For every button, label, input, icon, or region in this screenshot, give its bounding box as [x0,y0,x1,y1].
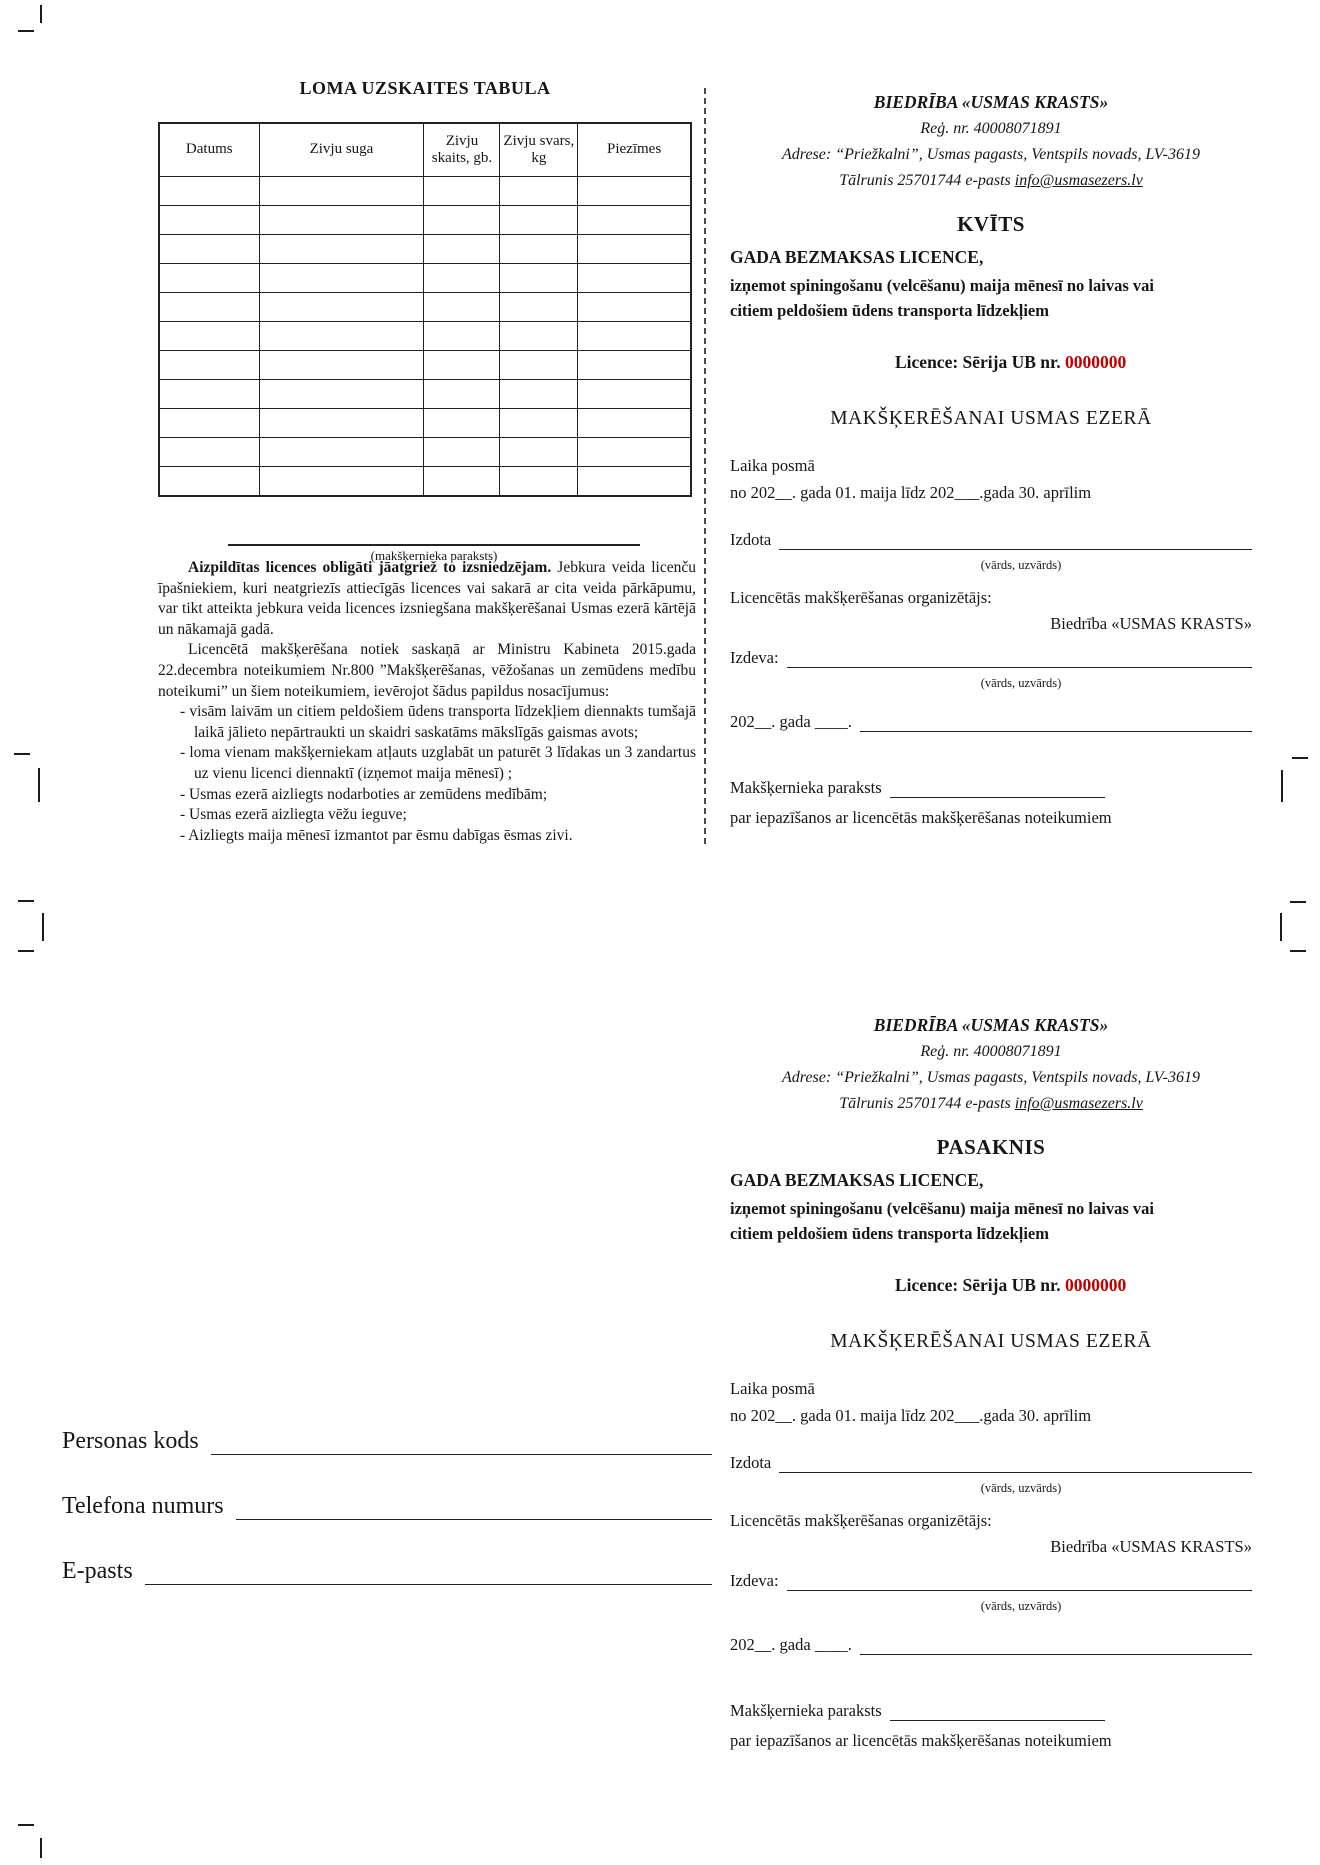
dashed-cut-line [704,88,706,844]
table-cell-empty [578,322,691,351]
crop-mark [1281,770,1283,802]
table-cell-empty [259,293,424,322]
serial-number: 0000000 [1064,1275,1127,1295]
date-row [730,712,1252,732]
issued-by-row [730,648,1252,668]
angler-signature-row [730,778,1252,798]
issued-to-blank-line [779,1456,1252,1474]
name-caption: (vārds, uzvārds) [980,676,1062,690]
period-line: no 202__. gada 01. maija līdz 202___.gada 30. aprīlim [730,483,1092,502]
crop-mark [42,913,44,941]
serial-number: 0000000 [1064,352,1127,372]
organizer-value: Biedrība «USMAS KRASTS» [1050,1537,1252,1556]
table-cell-empty [259,409,424,438]
table-row [159,177,691,206]
table-cell-empty [500,322,578,351]
table-cell-empty [500,438,578,467]
license-purpose: MAKŠĶERĒŠANAI USMAS EZERĀ [830,408,1152,429]
crop-mark [40,5,42,23]
table-row [159,380,691,409]
angler-signature-caption: (makšķernieka paraksts) [370,548,498,563]
date-row [730,1635,1252,1655]
license-title: GADA BEZMAKSAS LICENCE, [730,247,984,267]
receipt-panel [730,92,1252,832]
table-cell-empty [500,467,578,497]
org-email-link[interactable]: info@usmasezers.lv [1014,172,1143,189]
column-header-date: Datums [159,123,259,177]
table-cell-empty [578,351,691,380]
catch-table-header-row [159,123,691,177]
org-contacts [730,1095,1252,1113]
license-serial [730,352,1320,373]
table-cell-empty [424,467,500,497]
license-subtitle: izņemot spiningošanu (velcēšanu) maija mēnesī no laivas vai [730,276,1154,295]
doc-type-heading: PASAKNIS [936,1135,1046,1159]
license-condition: - Usmas ezerā aizliegts nodarboties ar zemūdens medībām; [180,785,548,803]
org-contacts [730,172,1252,190]
license-serial [730,1275,1320,1296]
date-prefix: 202__. gada ____. [730,1635,852,1654]
table-cell-empty [500,380,578,409]
org-reg-number: Reģ. nr. 40008071891 [920,120,1062,137]
organizer-label: Licencētās makšķerēšanas organizētājs: [730,588,992,607]
table-cell-empty [424,409,500,438]
table-cell-empty [159,235,259,264]
table-cell-empty [424,438,500,467]
table-cell-empty [259,380,424,409]
organizer-value: Biedrība «USMAS KRASTS» [1050,614,1252,633]
terms-bold-lead: Aizpildītas licences obligāti jāatgriež to izsniedzējam. [188,559,552,576]
table-cell-empty [159,293,259,322]
issued-by-blank-line [787,651,1252,669]
table-cell-empty [159,467,259,497]
column-header-weight: Zivju svars, kg [500,123,578,177]
issued-to-label: Izdota [730,530,772,549]
license-terms [158,558,696,846]
phone-label: Telefona numurs [62,1493,224,1519]
table-row [159,293,691,322]
table-cell-empty [259,322,424,351]
table-cell-empty [159,177,259,206]
email-blank-line [145,1560,712,1585]
column-header-count: Zivju skaits, gb. [424,123,500,177]
angler-signature-blank-line [890,1704,1105,1722]
table-cell-empty [578,409,691,438]
table-cell-empty [500,293,578,322]
crop-mark [18,30,34,32]
table-cell-empty [500,177,578,206]
license-subtitle: citiem peldošiem ūdens transporta līdzekļiem [730,1224,1049,1243]
table-cell-empty [578,438,691,467]
issued-to-blank-line [779,533,1252,551]
table-cell-empty [424,351,500,380]
stub-panel [730,1015,1252,1755]
table-row [159,409,691,438]
catch-table-body [159,177,691,497]
table-cell-empty [159,264,259,293]
license-condition: - loma vienam makšķerniekam atļauts uzglabāt un paturēt 3 līdakas un 3 zandartus uz vienu licenci diennaktī (izņemot maija mēnesī) ; [180,744,696,782]
crop-mark [18,1824,34,1826]
personal-code-label: Personas kods [62,1428,199,1454]
table-cell-empty [159,438,259,467]
table-cell-empty [259,264,424,293]
table-cell-empty [500,351,578,380]
column-header-species: Zivju suga [259,123,424,177]
name-caption: (vārds, uzvārds) [980,1481,1062,1495]
table-cell-empty [159,380,259,409]
table-cell-empty [578,235,691,264]
signature-note: par iepazīšanos ar licencētās makšķerēšanas noteikumiem [730,1731,1112,1750]
signature-note: par iepazīšanos ar licencētās makšķerēšanas noteikumiem [730,808,1112,827]
serial-label: Licence: Sērija UB nr. [895,352,1065,372]
crop-mark [1290,901,1306,903]
table-row [159,438,691,467]
issued-to-row [730,530,1252,550]
license-title: GADA BEZMAKSAS LICENCE, [730,1170,984,1190]
table-cell-empty [578,264,691,293]
license-conditions-list [158,702,696,846]
org-reg-number: Reģ. nr. 40008071891 [920,1043,1062,1060]
license-purpose: MAKŠĶERĒŠANAI USMAS EZERĀ [830,1331,1152,1352]
date-prefix: 202__. gada ____. [730,712,852,731]
crop-mark [1290,950,1306,952]
org-phone: Tālrunis 25701744 e-pasts [839,1095,1015,1112]
table-row [159,351,691,380]
catch-table-title: LOMA UZSKAITES TABULA [299,78,551,98]
name-caption: (vārds, uzvārds) [980,558,1062,572]
period-line: no 202__. gada 01. maija līdz 202___.gada 30. aprīlim [730,1406,1092,1425]
table-cell-empty [259,177,424,206]
table-cell-empty [259,206,424,235]
personal-code-row [62,1428,712,1455]
table-cell-empty [424,322,500,351]
angler-signature-label: Makšķernieka paraksts [730,1701,882,1720]
table-cell-empty [578,206,691,235]
license-condition: - visām laivām un citiem peldošiem ūdens transporta līdzekļiem diennakts tumšajā laikā jālieto nepārtraukti un skaidri saskatāms mākslīgās gaismas avots; [180,703,696,741]
issued-by-label: Izdeva: [730,1571,779,1590]
table-cell-empty [259,351,424,380]
table-cell-empty [424,264,500,293]
org-address: Adrese: “Priežkalni”, Usmas pagasts, Ventspils novads, LV-3619 [782,146,1200,163]
serial-label: Licence: Sērija UB nr. [895,1275,1065,1295]
period-label: Laika posmā [730,1379,815,1398]
table-cell-empty [500,235,578,264]
email-row [62,1558,712,1585]
table-cell-empty [578,380,691,409]
table-cell-empty [259,235,424,264]
phone-blank-line [236,1495,712,1520]
org-email-link[interactable]: info@usmasezers.lv [1014,1095,1143,1112]
angler-signature-label: Makšķernieka paraksts [730,778,882,797]
crop-mark [18,900,34,902]
license-subtitle: izņemot spiningošanu (velcēšanu) maija mēnesī no laivas vai [730,1199,1154,1218]
table-cell-empty [424,177,500,206]
column-header-notes: Piezīmes [578,123,691,177]
crop-mark [40,1838,42,1858]
phone-row [62,1493,712,1520]
table-cell-empty [424,380,500,409]
table-row [159,206,691,235]
table-cell-empty [424,293,500,322]
license-condition: - Aizliegts maija mēnesī izmantot par ēsmu dabīgas ēsmas zivi. [180,826,573,844]
email-label: E-pasts [62,1558,133,1584]
table-row [159,235,691,264]
doc-type-heading: KVĪTS [957,212,1025,236]
issued-by-label: Izdeva: [730,648,779,667]
issued-by-row [730,1571,1252,1591]
table-row [159,264,691,293]
crop-mark [1280,913,1282,941]
angler-signature-row [730,1701,1252,1721]
table-cell-empty [159,351,259,380]
crop-mark [1292,757,1308,759]
org-name: BIEDRĪBA «USMAS KRASTS» [873,1015,1109,1035]
date-blank-line [860,1638,1252,1656]
name-caption: (vārds, uzvārds) [980,1599,1062,1613]
table-cell-empty [159,409,259,438]
personal-code-blank-line [211,1430,712,1455]
table-cell-empty [424,206,500,235]
license-subtitle: citiem peldošiem ūdens transporta līdzekļiem [730,301,1049,320]
org-name: BIEDRĪBA «USMAS KRASTS» [873,92,1109,112]
table-cell-empty [159,322,259,351]
table-cell-empty [500,206,578,235]
crop-mark [38,768,40,802]
date-blank-line [860,715,1252,733]
table-row [159,467,691,497]
table-cell-empty [578,467,691,497]
issued-to-row [730,1453,1252,1473]
table-cell-empty [500,264,578,293]
angler-signature-blank-line [890,781,1105,799]
catch-table [158,122,692,497]
crop-mark [14,753,30,755]
table-cell-empty [159,206,259,235]
issued-by-blank-line [787,1574,1252,1592]
table-cell-empty [424,235,500,264]
table-row [159,322,691,351]
crop-mark [18,950,34,952]
issued-to-label: Izdota [730,1453,772,1472]
table-cell-empty [578,177,691,206]
table-cell-empty [578,293,691,322]
table-cell-empty [259,467,424,497]
terms-paragraph: Licencētā makšķerēšana notiek saskaņā ar Ministru Kabineta 2015.gada 22.decembra noteikumiem Nr.800 ”Makšķerēšanas, vēžošanas un zemūdens medību noteikumi” un šiem noteikumiem, ievērojot šādus papildus nosacījumus: [158,641,696,700]
organizer-label: Licencētās makšķerēšanas organizētājs: [730,1511,992,1530]
table-cell-empty [500,409,578,438]
org-phone: Tālrunis 25701744 e-pasts [839,172,1015,189]
terms-paragraph [158,558,696,640]
terms-lead-rest: Jebkura veida licenču īpašniekiem, kuri neatgriezīs attiecīgās licences vai sakarā ar cita veida pārkāpumu, var tikt atteikta jebkura veida licences izsniegšana makšķerēšanai Usmas ezerā kārtējā un nākamajā gadā. [158,559,696,638]
angler-signature-line [228,532,640,546]
period-label: Laika posmā [730,456,815,475]
license-condition: - Usmas ezerā aizliegta vēžu ieguve; [180,806,407,824]
table-cell-empty [259,438,424,467]
org-address: Adrese: “Priežkalni”, Usmas pagasts, Ventspils novads, LV-3619 [782,1069,1200,1086]
